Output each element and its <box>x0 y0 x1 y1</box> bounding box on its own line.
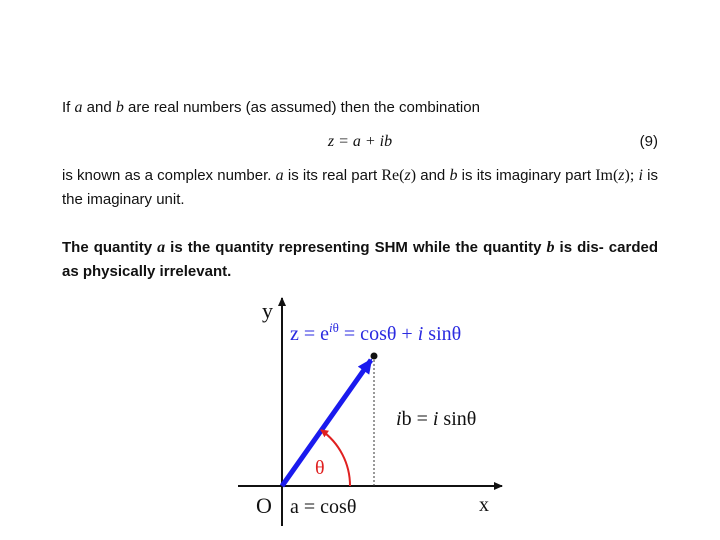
theta-label: θ <box>315 457 325 479</box>
x-axis-label: x <box>479 494 489 516</box>
equation-number: (9) <box>639 133 658 150</box>
shm-statement: The quantity a is the quantity representing SHM while the quantity b is dis- carded as physically irrelevant. <box>62 239 658 280</box>
ib-label: ib = i sinθ <box>396 408 477 430</box>
definition-paragraph: is known as a complex number. a is its real part Re(z) and b is its imaginary part Im(z); i is the imaginary unit. <box>62 167 659 208</box>
z-formula: $z = e^i\theta = \cos\theta + i$ sinθ <box>290 320 462 345</box>
real-part-label: a = cosθ <box>290 496 357 518</box>
complex-vector <box>282 360 371 486</box>
intro-paragraph: If a and b are real numbers (as assumed) then the combination <box>62 99 480 116</box>
vector-tip-point <box>371 353 378 360</box>
y-axis-label: y <box>262 298 273 323</box>
equation-9 <box>62 133 658 157</box>
complex-plane-diagram <box>232 294 512 534</box>
equation-body: z = a + ib <box>327 133 393 150</box>
origin-label: O <box>256 493 272 518</box>
theta-arc <box>321 430 350 486</box>
